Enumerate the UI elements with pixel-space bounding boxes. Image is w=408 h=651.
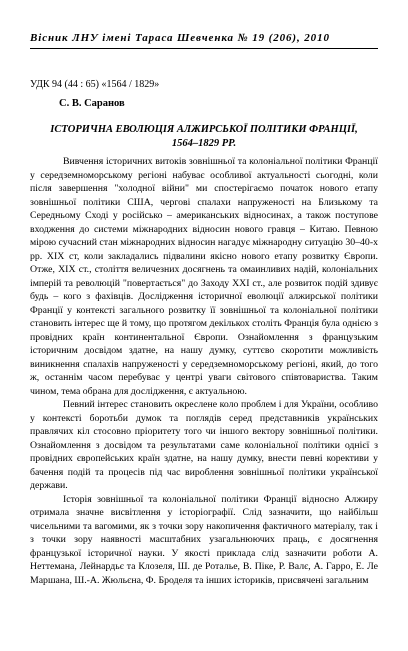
article-body — [30, 155, 378, 587]
header-rule — [30, 48, 378, 49]
body-paragraph-1: Вивчення історичних витоків зовнішньої та колоніальної політики Франції у середземноморському регіоні набуває особливої актуальності сьогодні, коли після завершення "холодної війни" ми спостерігаємо початок нового етапу зовнішньої політики США, чергові спалахи напруженості на Близькому та Середньому Сході у російсько – американських відносинах, а також поступове входження до системи міжнародних відносин нового гравця – Китаю. Певною мірою сучасний стан міжнародних відносин нагадує міжнародну ситуацію 30–40-х рр. XIX ст, коли закладались підвалини якісно нового етапу розвитку Європи. Отже, XIX ст., століття величезних досягнень та омаинливих надій, колоніальних імперій та революцій "повертається" до Заходу XXI ст., але розвиток подій здивує будь – кого з фахівців. Дослідження історичної еволюції алжирської політики Франції у контексті загального розвитку її зовнішньої та колоніальної політики становить інтерес ще й тому, що протягом декількох століть Франція була однією з провідних країн континентальної Європи. Ознайомлення з французьким історичним досвідом здатне, на нашу думку, суттєво скоротити можливість виникнення спалахів напруженості у середземноморському регіоні, який, до того ж, останнім часом перебуває у центрі уваги світового співтовариства. Таким чином, тема обрана для дослідження, є актуальною. — [30, 156, 378, 397]
article-title-line-1: ІСТОРИЧНА ЕВОЛЮЦІЯ АЛЖИРСЬКОЇ ПОЛІТИКИ ФРАНЦІЇ, — [50, 124, 358, 135]
body-paragraph-2: Певний інтерес становить окреслене коло проблем і для України, особливо у контексті боротьби думок та поглядів серед представників українських правлячих кіл стосовно пріоритету того чи іншого вектору зовнішньої політики. Ознайомлення з досвідом та результатами саме колоніальної політики однієї з провідних європейських країн здатне, на нашу думку, внести певні корективи у бачення подій та процесів під час вироблення зовнішньої політики української держави. — [30, 399, 378, 491]
article-title-line-2: 1564–1829 РР. — [171, 138, 237, 149]
body-paragraph-3: Історія зовнішньої та колоніальної політики Франції відносно Алжиру отримала значне висвітлення у історіографії. Слід зазначити, що найбільш чисельними та вагомими, як з точки зору накопичення фактичного матеріалу, так і з точки зору наявності масштабних узагальнюючих праць, є досягнення французької історичної науки. У якості приклада слід зазначити роботи А. Неттемана, Лейнардьє та Клозеля, Ш. де Роталье, В. Піке, Р. Валє, А. Гарро, Е. Ле Маршана, Ш.-А. Жюльєна, Ф. Броделя та інших істориків, присвячені загальним — [30, 493, 378, 586]
author-name: С. В. Саранов — [59, 98, 125, 109]
journal-running-header: Вісник ЛНУ імені Тараса Шевченка № 19 (206), 2010 — [30, 32, 330, 44]
article-title — [30, 123, 378, 151]
udc-code: УДК 94 (44 : 65) «1564 / 1829» — [30, 79, 160, 90]
